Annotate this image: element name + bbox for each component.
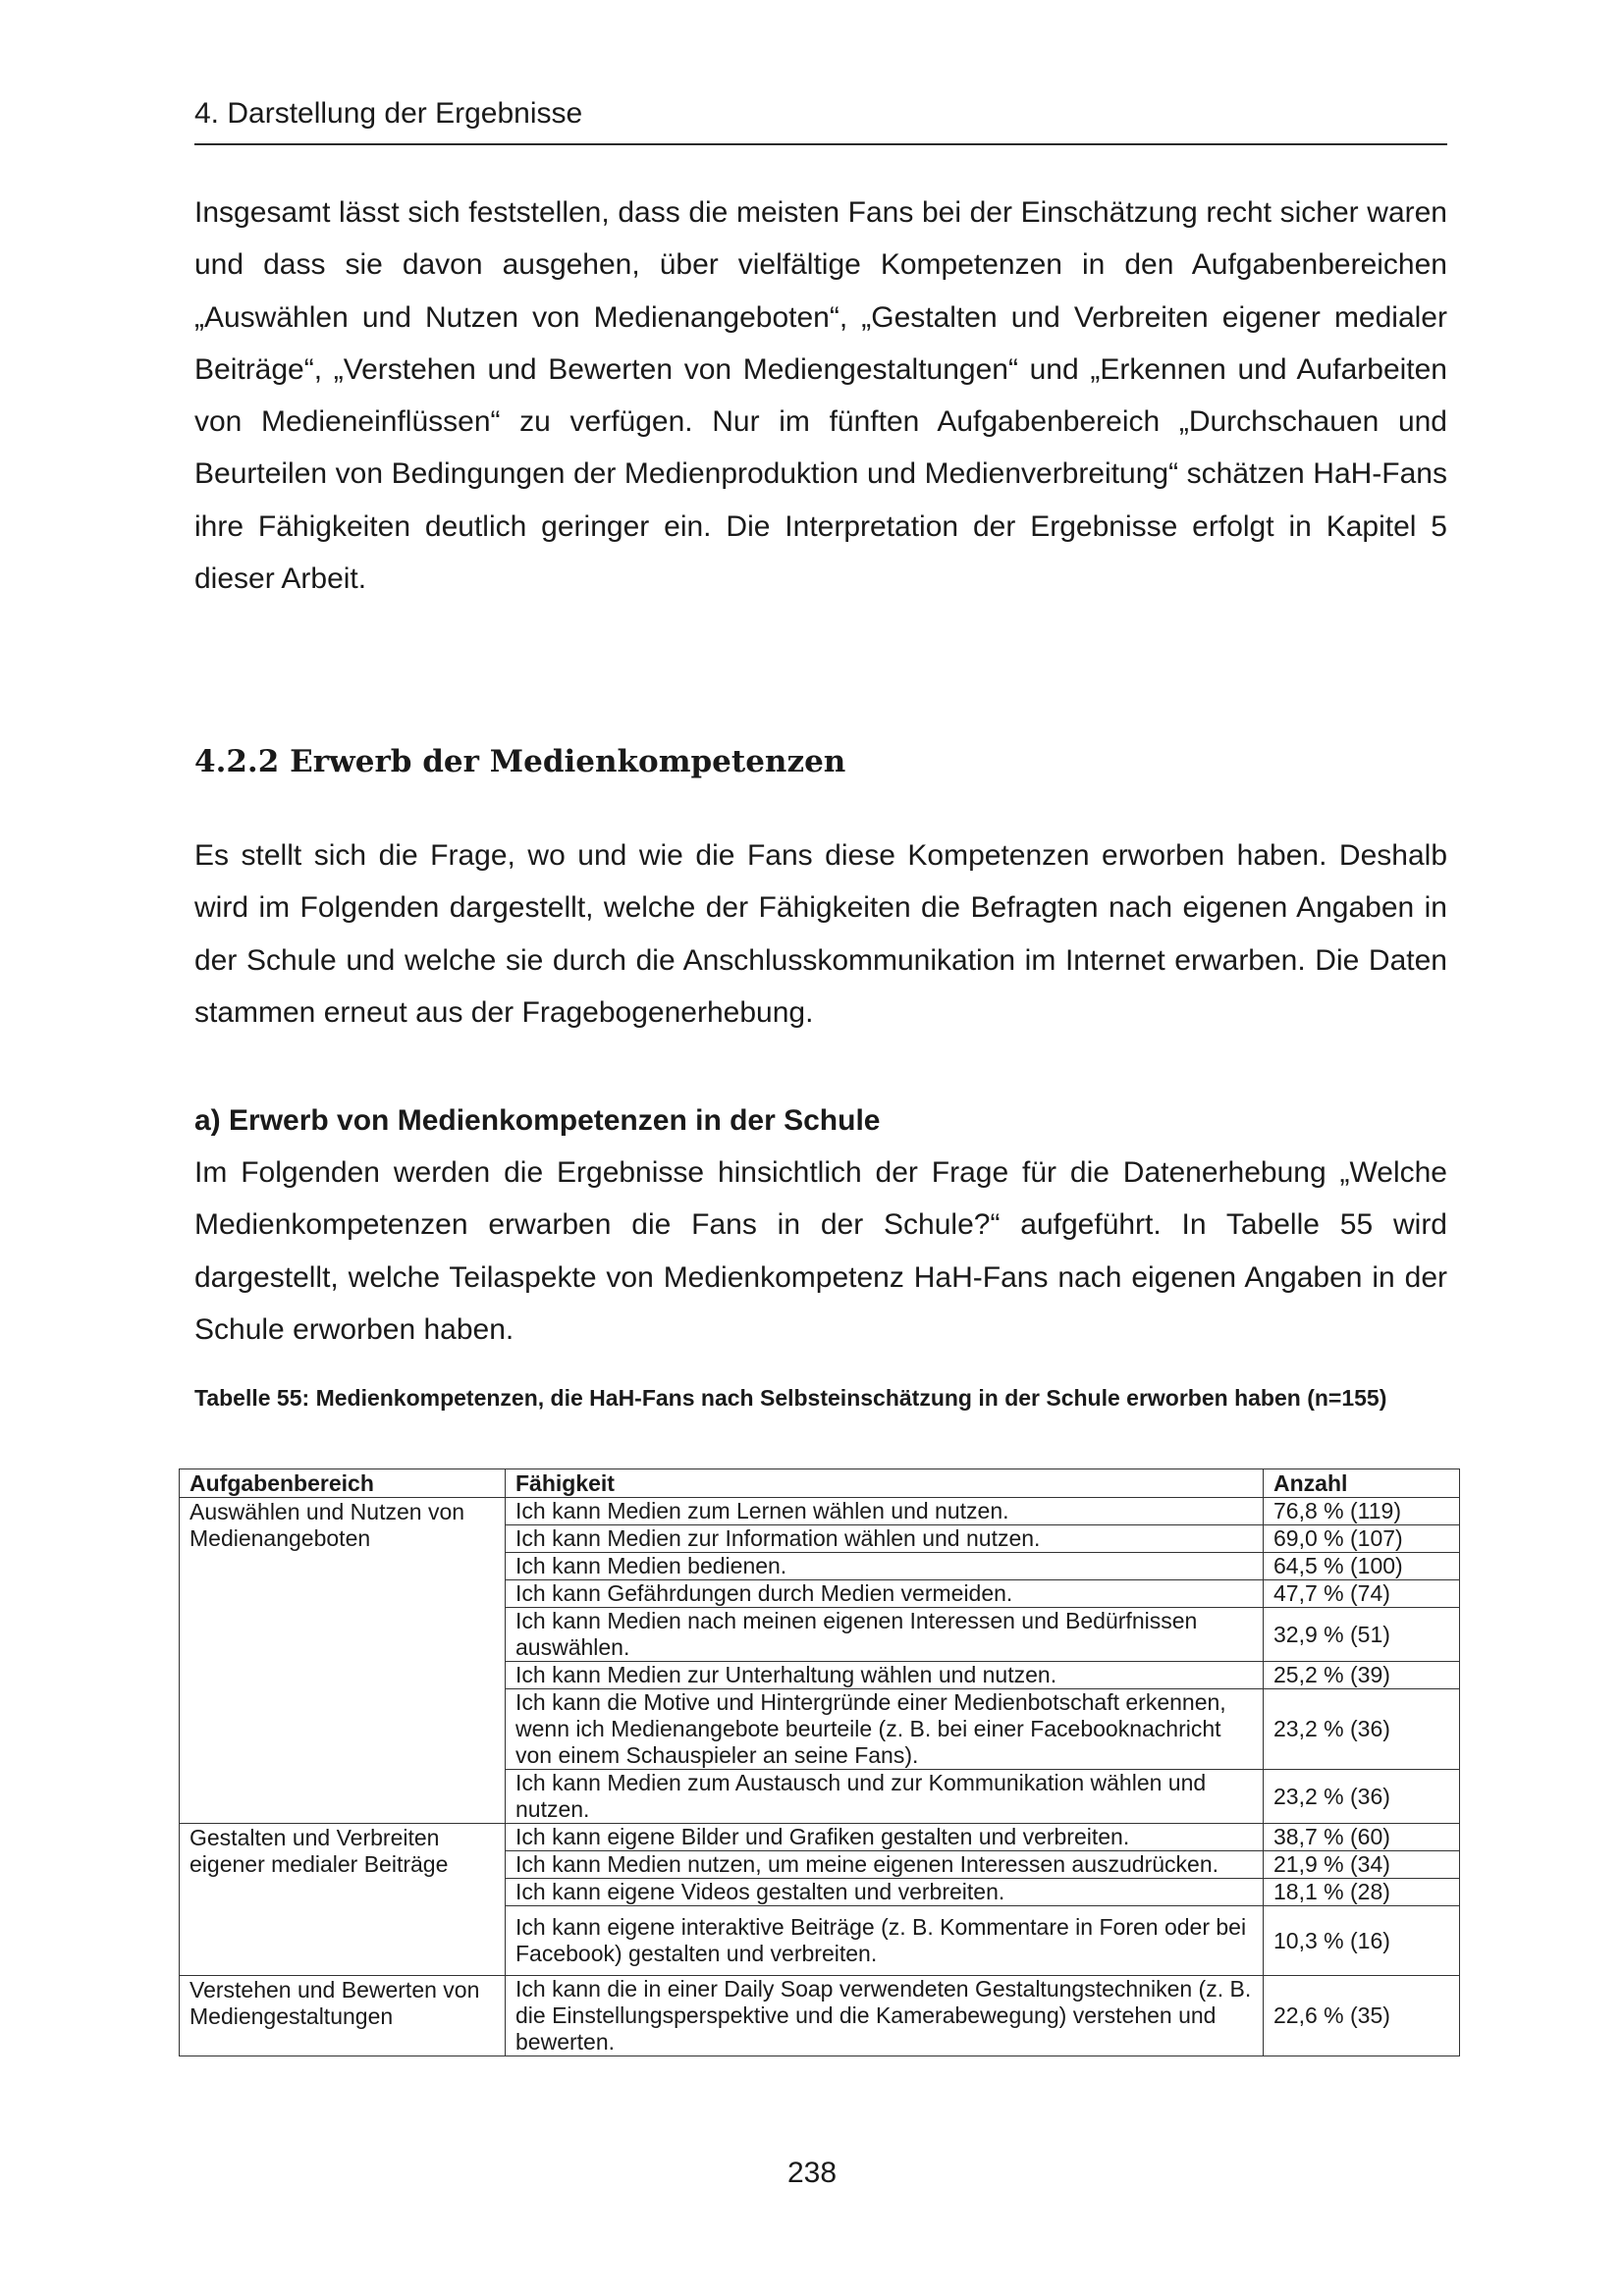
count-cell: 23,2 % (36) [1264,1770,1460,1824]
skill-cell: Ich kann Medien zur Information wählen und nutzen. [506,1525,1264,1553]
count-cell: 21,9 % (34) [1264,1851,1460,1879]
skill-cell: Ich kann Medien nach meinen eigenen Interessen und Bedürfnissen auswählen. [506,1608,1264,1662]
skill-cell: Ich kann die Motive und Hintergründe einer Medienbotschaft erkennen, wenn ich Medienangebote beurteile (z. B. bei einer Facebooknachricht von einem Schauspieler an seine Fans). [506,1689,1264,1770]
header-area: Aufgabenbereich [180,1469,506,1498]
header-count: Anzahl [1264,1469,1460,1498]
header-rule [194,143,1447,145]
count-cell: 38,7 % (60) [1264,1824,1460,1851]
count-cell: 64,5 % (100) [1264,1553,1460,1580]
area-cell: Auswählen und Nutzen von Medienangeboten [180,1498,506,1824]
count-cell: 76,8 % (119) [1264,1498,1460,1525]
count-cell: 10,3 % (16) [1264,1906,1460,1976]
count-cell: 23,2 % (36) [1264,1689,1460,1770]
table-row [180,1976,1460,2056]
competence-table [179,1468,1460,2056]
table-caption: Tabelle 55: Medienkompetenzen, die HaH-Fans nach Selbsteinschätzung in der Schule erworben haben (n=155) [194,1385,1387,1411]
intro-paragraph: Insgesamt lässt sich feststellen, dass die meisten Fans bei der Einschätzung recht sicher waren und dass sie davon ausgehen, über vielfältige Kompetenzen in den Aufgabenbereichen „Auswählen und Nutzen von Medienangeboten“, „Gestalten und Verbreiten eigener medialer Beiträge“, „Verstehen und Bewerten von Mediengestaltungen“ und „Erkennen und Aufarbeiten von Medieneinflüssen“ zu verfügen. Nur im fünften Aufgabenbereich „Durchschauen und Beurteilen von Bedingungen der Medienproduktion und Medienverbreitung“ schätzen HaH-Fans ihre Fähigkeiten deutlich geringer ein. Die Interpretation der Ergebnisse erfolgt in Kapitel 5 dieser Arbeit. [194,196,1447,596]
skill-cell: Ich kann die in einer Daily Soap verwendeten Gestaltungstechniken (z. B. die Einstellungsperspektive und die Kamerabewegung) verstehen und bewerten. [506,1976,1264,2056]
count-cell: 25,2 % (39) [1264,1662,1460,1689]
table-row [180,1498,1460,1525]
table-row [180,1824,1460,1851]
page-number: 238 [786,2157,838,2189]
count-cell: 69,0 % (107) [1264,1525,1460,1553]
section-paragraph: Es stellt sich die Frage, wo und wie die Fans diese Kompetenzen erworben haben. Deshalb wird im Folgenden dargestellt, welche der Fähigkeiten die Befragten nach eigenen Angaben in der Schule und welche sie durch die Anschlusskommunikation im Internet erwarben. Die Daten stammen erneut aus der Fragebogenerhebung. [194,839,1447,1029]
count-cell: 22,6 % (35) [1264,1976,1460,2056]
section-heading: 4.2.2 Erwerb der Medienkompetenzen [194,744,846,779]
header-skill: Fähigkeit [506,1469,1264,1498]
subsection-paragraph: Im Folgenden werden die Ergebnisse hinsichtlich der Frage für die Datenerhebung „Welche Medienkompetenzen erwarben die Fans in der Schule?“ aufgeführt. In Tabelle 55 wird dargestellt, welche Teilaspekte von Medienkompetenz HaH-Fans nach eigenen Angaben in der Schule erworben haben. [194,1156,1447,1346]
skill-cell: Ich kann eigene Bilder und Grafiken gestalten und verbreiten. [506,1824,1264,1851]
skill-cell: Ich kann Medien zur Unterhaltung wählen und nutzen. [506,1662,1264,1689]
count-cell: 18,1 % (28) [1264,1879,1460,1906]
area-cell: Verstehen und Bewerten von Mediengestaltungen [180,1976,506,2056]
count-cell: 32,9 % (51) [1264,1608,1460,1662]
running-head: 4. Darstellung der Ergebnisse [194,97,583,130]
skill-cell: Ich kann Medien bedienen. [506,1553,1264,1580]
skill-cell: Ich kann eigene Videos gestalten und verbreiten. [506,1879,1264,1906]
skill-cell: Ich kann Medien zum Austausch und zur Kommunikation wählen und nutzen. [506,1770,1264,1824]
area-cell: Gestalten und Verbreiten eigener medialer Beiträge [180,1824,506,1976]
skill-cell: Ich kann Gefährdungen durch Medien vermeiden. [506,1580,1264,1608]
count-cell: 47,7 % (74) [1264,1580,1460,1608]
table-header-row [180,1469,1460,1498]
subsection-heading: a) Erwerb von Medienkompetenzen in der Schule [194,1104,881,1137]
skill-cell: Ich kann Medien zum Lernen wählen und nutzen. [506,1498,1264,1525]
skill-cell: Ich kann eigene interaktive Beiträge (z. B. Kommentare in Foren oder bei Facebook) gestalten und verbreiten. [506,1906,1264,1976]
skill-cell: Ich kann Medien nutzen, um meine eigenen Interessen auszudrücken. [506,1851,1264,1879]
